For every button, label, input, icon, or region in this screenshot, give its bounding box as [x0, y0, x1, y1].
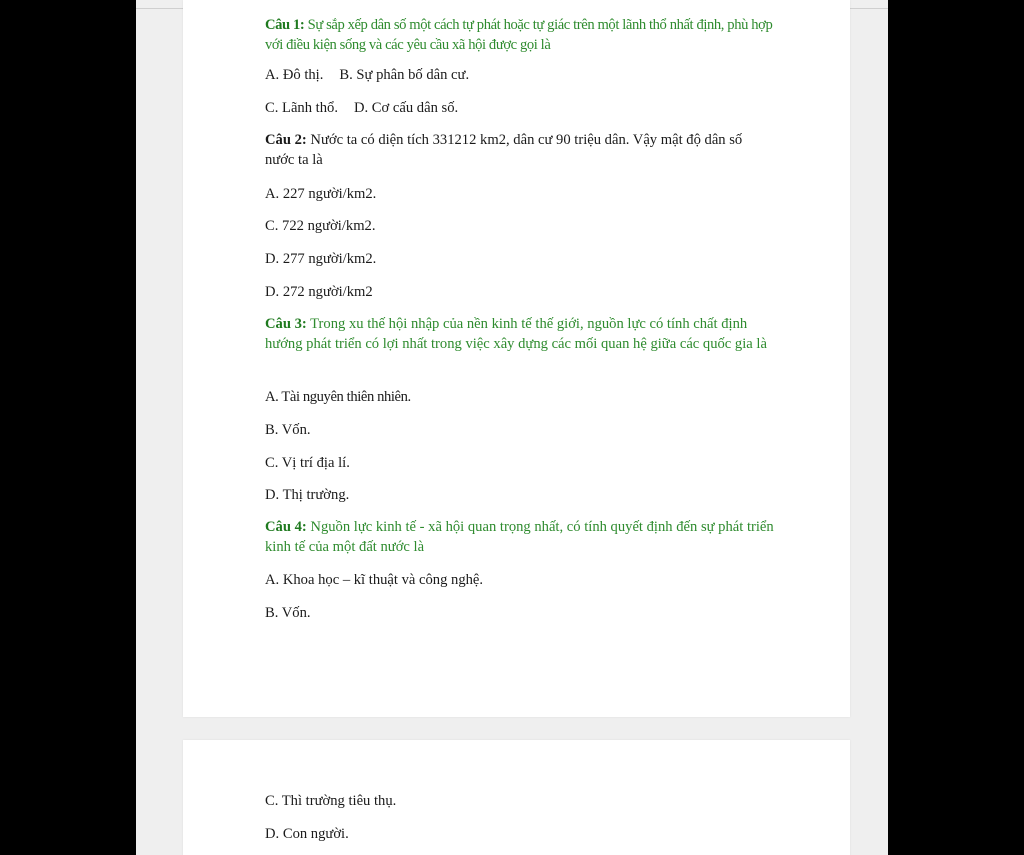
question-3-option: B. Vốn.: [265, 422, 311, 438]
question-4-option: C. Thì trường tiêu thụ.: [265, 793, 397, 809]
question-3-option: A. Tài nguyên thiên nhiên.: [265, 389, 411, 405]
question-1-option-a: A. Đô thị.: [265, 67, 324, 83]
question-1-text: Sự sắp xếp dân số một cách tự phát hoặc tự giác trên một lãnh thổ nhất định, phù hợp với điều kiện sống và các yêu cầu xã hội được gọi là: [265, 17, 773, 53]
question-1-label: Câu 1:: [265, 17, 305, 33]
question-4-option: B. Vốn.: [265, 605, 311, 621]
question-1: [265, 16, 775, 55]
question-2-option: D. 272 người/km2: [265, 284, 373, 300]
question-3-text: Trong xu thế hội nhập của nền kinh tế thế giới, nguồn lực có tính chất định hướng phát triển có lợi nhất trong việc xây dựng các mối quan hệ giữa các quốc gia là: [265, 316, 767, 352]
question-2-label: Câu 2:: [265, 132, 307, 148]
question-1-option-b: B. Sự phân bố dân cư.: [339, 67, 470, 83]
question-4-label: Câu 4:: [265, 519, 307, 535]
question-1-option-d: D. Cơ cấu dân số.: [353, 100, 459, 116]
question-1-options-row-1: [265, 66, 469, 84]
question-2-option: D. 277 người/km2.: [265, 251, 377, 267]
question-3: [265, 315, 775, 354]
question-3-option: C. Vị trí địa lí.: [265, 455, 350, 471]
question-2-option: C. 722 người/km2.: [265, 218, 376, 234]
question-4-option: A. Khoa học – kĩ thuật và công nghệ.: [265, 572, 484, 588]
question-1-options-row-2: [265, 99, 458, 117]
question-4: [265, 518, 775, 557]
question-2-text: Nước ta có diện tích 331212 km2, dân cư 90 triệu dân. Vậy mật độ dân số nước ta là: [265, 132, 743, 168]
question-3-label: Câu 3:: [265, 316, 307, 332]
question-1-option-c: C. Lãnh thổ.: [265, 100, 338, 116]
question-2-option: A. 227 người/km2.: [265, 186, 377, 202]
question-4-option: D. Con người.: [265, 826, 349, 842]
question-2: [265, 131, 775, 170]
question-4-text: Nguồn lực kinh tế - xã hội quan trọng nhất, có tính quyết định đến sự phát triển kinh tế của một đất nước là: [265, 519, 774, 555]
question-3-option: D. Thị trường.: [265, 487, 350, 503]
document-page-2: [183, 740, 850, 855]
document-viewer[interactable]: [136, 0, 888, 855]
document-page-1: [183, 0, 850, 717]
